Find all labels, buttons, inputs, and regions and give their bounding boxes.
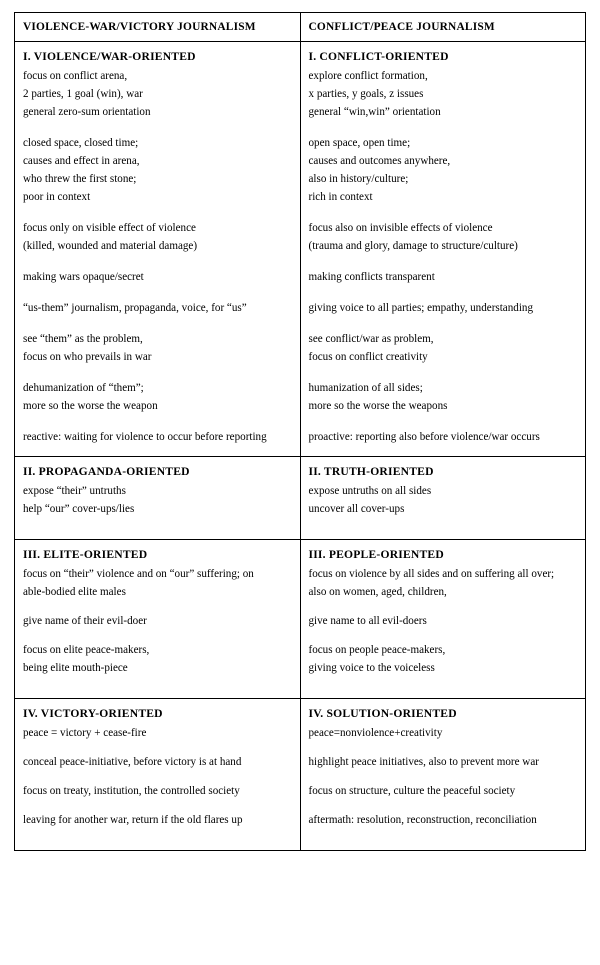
section-line: also on women, aged, children, <box>308 585 447 598</box>
section-paragraph <box>23 331 292 367</box>
section-line: focus on who prevails in war <box>23 350 152 363</box>
column-header-conflict-peace: CONFLICT/PEACE JOURNALISM <box>308 21 495 33</box>
section-line: expose untruths on all sides <box>308 484 432 497</box>
section-paragraph <box>309 613 578 631</box>
header-cell-right <box>300 13 586 42</box>
section-line: proactive: reporting also before violence/war occurs <box>308 430 540 443</box>
section-line: focus only on visible effect of violence <box>23 222 196 235</box>
section-paragraph <box>23 429 292 447</box>
section-line: (killed, wounded and material damage) <box>23 240 198 253</box>
section-line: peace=nonviolence+creativity <box>308 726 443 739</box>
section-line: expose “their” untruths <box>23 484 126 497</box>
section-title: I. VIOLENCE/WAR-ORIENTED <box>23 50 196 64</box>
section-line: leaving for another war, return if the old flares up <box>23 813 243 826</box>
section-line: 2 parties, 1 goal (win), war <box>23 88 143 101</box>
section-paragraph <box>309 220 578 256</box>
section-paragraph <box>309 429 578 447</box>
section-line: focus also on invisible effects of violence <box>308 222 493 235</box>
section-paragraph <box>309 300 578 318</box>
section-paragraph <box>309 783 578 801</box>
table-row <box>15 42 586 457</box>
section-line: closed space, closed time; <box>23 137 139 150</box>
section-line: peace = victory + cease-fire <box>23 726 147 739</box>
section-title: III. ELITE-ORIENTED <box>23 547 148 561</box>
section-paragraph <box>309 566 578 602</box>
section-cell-right <box>300 456 586 539</box>
section-paragraph <box>23 135 292 207</box>
section-cell-right <box>300 42 586 457</box>
table-header-row <box>15 13 586 42</box>
section-line: more so the worse the weapons <box>308 399 448 412</box>
section-line: see conflict/war as problem, <box>308 332 434 345</box>
section-paragraph <box>23 783 292 801</box>
section-line: making conflicts transparent <box>308 271 435 284</box>
peace-journalism-table <box>14 12 586 851</box>
section-cell-left <box>15 539 301 698</box>
section-line: x parties, y goals, z issues <box>308 88 424 101</box>
section-paragraph <box>23 380 292 416</box>
section-line: open space, open time; <box>308 137 411 150</box>
section-line: “us-them” journalism, propaganda, voice, for “us” <box>23 302 247 314</box>
section-line: aftermath: resolution, reconstruction, reconciliation <box>308 813 537 826</box>
section-line: reactive: waiting for violence to occur before reporting <box>23 430 267 443</box>
section-paragraph <box>309 135 578 207</box>
section-line: giving voice to the voiceless <box>308 661 435 674</box>
section-cell-left <box>15 456 301 539</box>
section-line: focus on “their” violence and on “our” suffering; on <box>23 567 254 580</box>
section-line: focus on conflict creativity <box>308 350 428 363</box>
section-line: give name of their evil-doer <box>23 614 147 627</box>
section-title: III. PEOPLE-ORIENTED <box>308 547 444 561</box>
section-line: conceal peace-initiative, before victory is at hand <box>23 755 242 768</box>
section-paragraph <box>309 380 578 416</box>
section-line: more so the worse the weapon <box>23 399 158 412</box>
section-cell-right <box>300 698 586 850</box>
section-cell-right <box>300 539 586 698</box>
section-line: general zero-sum orientation <box>23 106 151 119</box>
section-line: making wars opaque/secret <box>23 271 144 284</box>
table-body <box>15 13 586 851</box>
section-line: focus on treaty, institution, the controlled society <box>23 784 240 797</box>
section-title: I. CONFLICT-ORIENTED <box>308 50 449 64</box>
section-paragraph <box>309 269 578 287</box>
section-cell-left <box>15 42 301 457</box>
section-paragraph <box>23 642 292 678</box>
section-paragraph <box>23 300 292 318</box>
section-line: explore conflict formation, <box>308 70 428 83</box>
table-row <box>15 456 586 539</box>
section-line: general “win,win” orientation <box>308 106 441 119</box>
table-row <box>15 698 586 850</box>
section-line: rich in context <box>308 191 373 204</box>
section-line: focus on people peace-makers, <box>308 643 446 656</box>
section-line: give name to all evil-doers <box>308 614 427 627</box>
section-paragraph <box>309 331 578 367</box>
section-paragraph <box>309 812 578 830</box>
section-title: II. PROPAGANDA-ORIENTED <box>23 464 190 478</box>
section-line: humanization of all sides; <box>308 381 423 394</box>
section-line: uncover all cover-ups <box>308 502 405 515</box>
section-paragraph <box>309 725 578 743</box>
section-line: giving voice to all parties; empathy, understanding <box>308 302 533 314</box>
section-paragraph <box>309 754 578 772</box>
section-paragraph <box>23 566 292 602</box>
section-cell-left <box>15 698 301 850</box>
section-line: focus on violence by all sides and on suffering all over; <box>308 567 555 580</box>
section-line: focus on elite peace-makers, <box>23 643 150 656</box>
section-line: able-bodied elite males <box>23 585 126 598</box>
section-line: see “them” as the problem, <box>23 332 143 345</box>
section-line: dehumanization of “them”; <box>23 381 144 394</box>
section-paragraph <box>23 812 292 830</box>
section-line: causes and effect in arena, <box>23 155 140 168</box>
section-line: causes and outcomes anywhere, <box>308 155 451 168</box>
section-paragraph <box>23 220 292 256</box>
section-line: focus on structure, culture the peaceful society <box>308 784 516 797</box>
section-paragraph <box>23 68 292 122</box>
section-paragraph <box>23 613 292 631</box>
section-line: highlight peace initiatives, also to prevent more war <box>308 755 539 768</box>
section-title: IV. VICTORY-ORIENTED <box>23 706 163 720</box>
section-line: focus on conflict arena, <box>23 70 128 83</box>
section-line: (trauma and glory, damage to structure/culture) <box>308 240 518 253</box>
section-paragraph <box>309 642 578 678</box>
section-paragraph <box>23 483 292 519</box>
section-title: IV. SOLUTION-ORIENTED <box>308 706 457 720</box>
section-title: II. TRUTH-ORIENTED <box>308 464 434 478</box>
section-line: who threw the first stone; <box>23 173 137 186</box>
section-line: help “our” cover-ups/lies <box>23 502 135 515</box>
section-line: also in history/culture; <box>308 173 409 186</box>
column-header-violence-war: VIOLENCE-WAR/VICTORY JOURNALISM <box>23 21 256 33</box>
section-paragraph <box>309 483 578 519</box>
header-cell-left <box>15 13 301 42</box>
section-line: poor in context <box>23 191 91 204</box>
section-paragraph <box>309 68 578 122</box>
section-line: being elite mouth-piece <box>23 661 128 674</box>
section-paragraph <box>23 725 292 743</box>
section-paragraph <box>23 269 292 287</box>
section-paragraph <box>23 754 292 772</box>
table-row <box>15 539 586 698</box>
